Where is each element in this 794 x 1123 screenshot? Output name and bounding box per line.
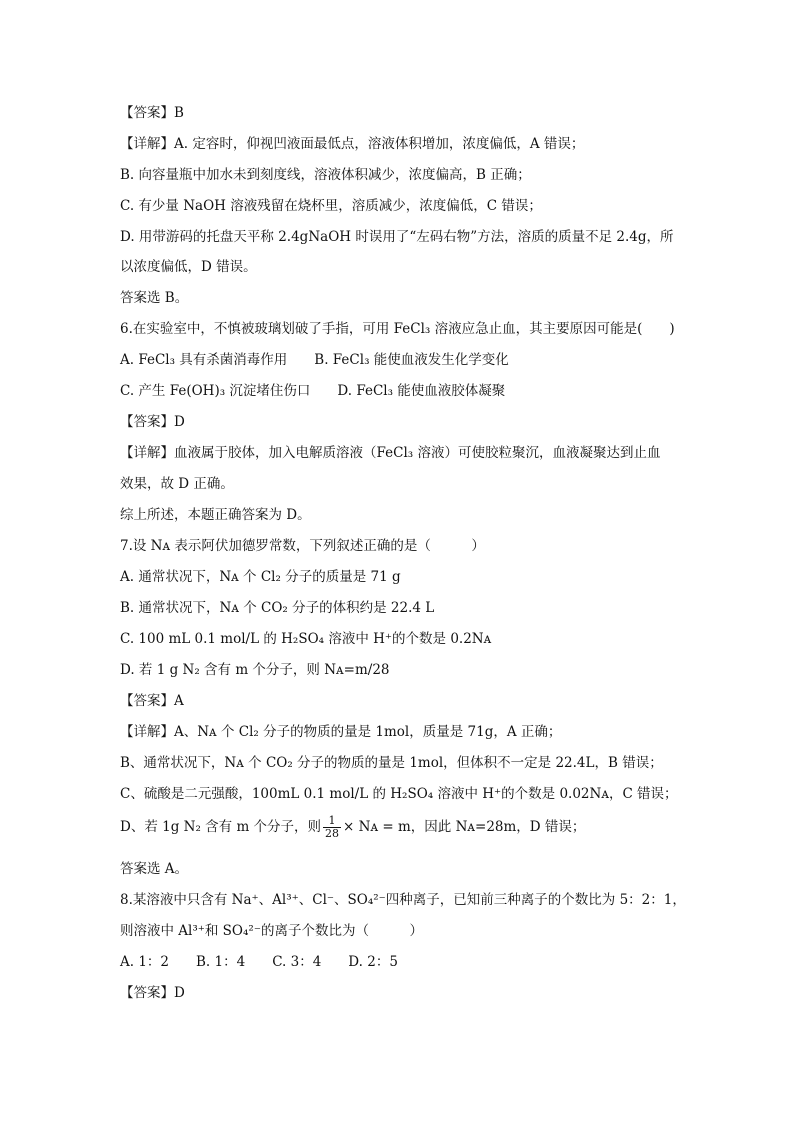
answer-line: 【答案】D	[120, 985, 185, 1001]
answer-line: 【答案】B	[120, 105, 184, 121]
option-line: A. 1：2 B. 1：4 C. 3：4 D. 2：5	[120, 954, 398, 970]
explanation-line: 效果，故 D 正确。	[120, 476, 234, 492]
explanation-line: B. 向容量瓶中加水未到刻度线，溶液体积减少，浓度偏高，B 正确；	[120, 167, 531, 183]
explanation-line: D. 用带游码的托盘天平称 2.4gNaOH 时误用了“左码右物”方法，溶质的质量不足 2.4g，所	[120, 229, 674, 245]
question-line: 7.设 Nᴀ 表示阿伏加德罗常数，下列叙述正确的是（ ）	[120, 538, 485, 554]
explanation-line: B、通常状况下，Nᴀ 个 CO₂ 分子的物质的量是 1mol，但体积不一定是 22.4L，B 错误；	[120, 755, 663, 771]
explanation-line: 【详解】血液属于胶体，加入电解质溶液（FeCl₃ 溶液）可使胶粒聚沉，血液凝聚达到止血	[120, 445, 661, 461]
question-line: 8.某溶液中只含有 Na⁺、Al³⁺、Cl⁻、SO₄²⁻四种离子，已知前三种离子的个数比为 5：2：1，	[120, 892, 686, 908]
explanation-line-with-fraction	[120, 815, 585, 840]
fraction-numerator: 1	[323, 815, 341, 828]
explanation-line: 【详解】A、Nᴀ 个 Cl₂ 分子的物质的量是 1mol，质量是 71g，A 正确；	[120, 724, 562, 740]
option-line: A. 通常状况下，Nᴀ 个 Cl₂ 分子的质量是 71 g	[120, 569, 401, 585]
explanation-line: C. 有少量 NaOH 溶液残留在烧杯里，溶质减少，浓度偏低，C 错误；	[120, 198, 542, 214]
answer-line: 【答案】A	[120, 693, 184, 709]
answer-choice-line: 答案选 B。	[120, 290, 189, 306]
fraction-line-prefix: D、若 1g N₂ 含有 m 个分子，则	[120, 819, 322, 835]
option-line: C. 产生 Fe(OH)₃ 沉淀堵住伤口 D. FeCl₃ 能使血液胶体凝聚	[120, 383, 506, 399]
explanation-line: C、硫酸是二元强酸，100mL 0.1 mol/L 的 H₂SO₄ 溶液中 H⁺的个数是 0.02Nᴀ，C 错误；	[120, 786, 678, 802]
option-line: A. FeCl₃ 具有杀菌消毒作用 B. FeCl₃ 能使血液发生化学变化	[120, 352, 509, 368]
question-line: 则溶液中 Al³⁺和 SO₄²⁻的离子个数比为（ ）	[120, 923, 423, 939]
fraction	[323, 815, 341, 840]
answer-line: 【答案】D	[120, 414, 185, 430]
question-line: 6.在实验室中，不慎被玻璃划破了手指，可用 FeCl₃ 溶液应急止血，其主要原因可能是( )	[120, 321, 675, 337]
fraction-denominator: 28	[325, 827, 340, 840]
answer-choice-line: 答案选 A。	[120, 861, 189, 877]
option-line: C. 100 mL 0.1 mol/L 的 H₂SO₄ 溶液中 H⁺的个数是 0.2Nᴀ	[120, 631, 492, 647]
option-line: D. 若 1 g N₂ 含有 m 个分子，则 Nᴀ=m/28	[120, 662, 390, 678]
option-line: B. 通常状况下，Nᴀ 个 CO₂ 分子的体积约是 22.4 L	[120, 600, 435, 616]
explanation-line: 以浓度偏低，D 错误。	[120, 259, 257, 275]
summary-line: 综上所述，本题正确答案为 D。	[120, 507, 311, 523]
explanation-line: 【详解】A. 定容时，仰视凹液面最低点，溶液体积增加，浓度偏低，A 错误；	[120, 136, 585, 152]
fraction-line-suffix: × Nᴀ = m，因此 Nᴀ=28m，D 错误；	[343, 819, 586, 835]
